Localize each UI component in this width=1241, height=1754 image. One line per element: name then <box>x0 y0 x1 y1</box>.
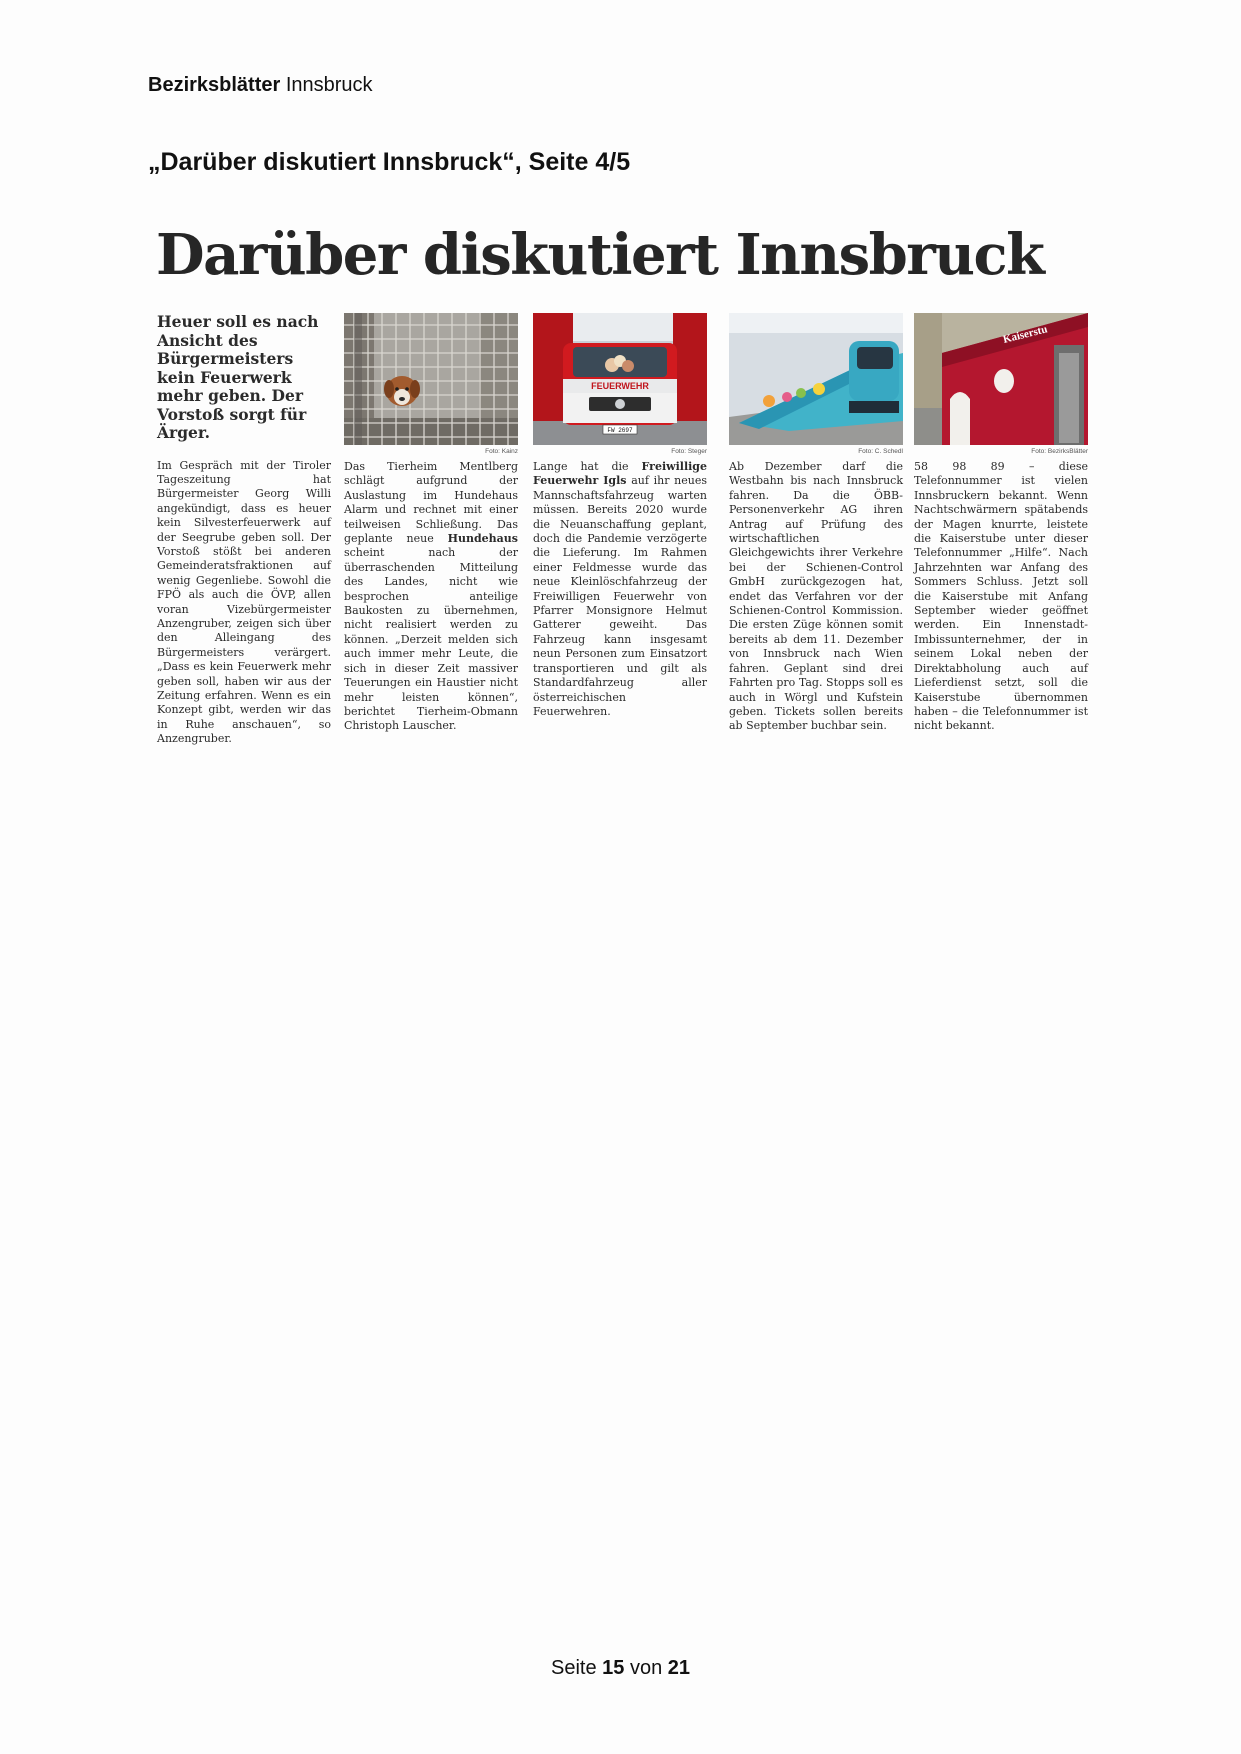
document-title: „Darüber diskutiert Innsbruck“, Seite 4/5 <box>148 148 631 176</box>
svg-text:FW 2697: FW 2697 <box>607 427 633 434</box>
storefront-photo <box>914 313 1088 445</box>
photo-credit: Foto: Steger <box>671 448 707 455</box>
intro-deck: Heuer soll es nach Ansicht des Bürgermeisters kein Feuerwerk mehr geben. Der Vorstoß sorgt für Ärger. <box>157 312 319 442</box>
article-column-tierheim <box>344 313 518 734</box>
train-photo <box>729 313 903 445</box>
page-footer: Seite 15 von 21 <box>550 1657 690 1679</box>
total-pages: 21 <box>667 1657 690 1679</box>
intro-column <box>157 313 331 747</box>
article-column-westbahn <box>729 313 903 734</box>
article-body: Lange hat die Freiwillige Feuerwehr Igls auf ihr neues Mannschaftsfahrzeug warten müssen. Bereits 2020 wurde die Neuanschaffung geplant, doch die Pandemie verzögerte die Lieferung. Im Rahmen einer Feldmesse wurde das neue Kleinlöschfahrzeug der Freiwilligen Feuerwehr von Pfarrer Monsignore Helmut Gatterer geweiht. Das Fahrzeug kann insgesamt neun Personen zum Einsatzort transportieren und gilt als Standardfahrzeug aller österreichischen Feuerwehren. <box>533 460 707 718</box>
photo-credit: Foto: C. Schedl <box>858 448 903 455</box>
publication-name: Bezirksblätter <box>148 74 281 96</box>
article-body: 58 98 89 – diese Telefonnummer ist vielen Innsbruckern bekannt. Wenn Nachtschwärmern spätabends der Magen knurrte, leistete die Kaiserstube unter dieser Telefonnummer „Hilfe“. Nach Jahrzehnten war Anfang des Sommers Schluss. Jetzt soll die Kaiserstube mit Anfang September wieder geöffnet werden. Ein Innenstadt-Imbissunternehmer, der in seinem Lokal neben der Direktabholung auch auf Lieferdienst setzt, soll die Kaiserstube übernommen haben – die Telefonnummer ist nicht bekannt. <box>914 460 1088 733</box>
current-page-number: 15 <box>602 1657 625 1679</box>
photo-credit: Foto: BezirksBlätter <box>1031 448 1088 455</box>
dog-kennel-photo <box>344 313 518 445</box>
article-column-kaiserstube <box>914 313 1088 734</box>
headline-part-2: Innsbruck <box>735 222 1044 288</box>
intro-body: Im Gespräch mit der Tiroler Tageszeitung hat Bürgermeister Georg Willi angekündigt, dass es heuer kein Silvesterfeuerwerk auf der Seegrube geben soll. Der Vorstoß stößt bei anderen Gemeinderatsfraktionen auf wenig Gegenliebe. Sowohl die FPÖ als auch die ÖVP, allen voran Vizebürgermeister Anzengruber, zeigen sich über den Alleingang des Bürgermeisters verärgert. „Dass es kein Feuerwerk mehr geben soll, haben wir aus der Zeitung erfahren. Wenn es ein Konzept gibt, werden wir das in Ruhe anschauen“, so Anzengruber. <box>157 458 331 746</box>
svg-text:Kaiserstu: Kaiserstu <box>1001 323 1049 346</box>
headline-part-1: Darüber diskutiert <box>156 222 718 288</box>
publication-region: Innsbruck <box>280 74 373 96</box>
photo-credit: Foto: Kainz <box>485 448 518 455</box>
svg-text:FEUERWEHR: FEUERWEHR <box>591 381 649 391</box>
fire-truck-photo <box>533 313 707 445</box>
publication-header <box>148 74 373 97</box>
article-column-feuerwehr <box>533 313 707 719</box>
article-body: Das Tierheim Mentlberg schlägt aufgrund der Auslastung im Hundehaus Alarm und rechnet mit einer teilweisen Schließung. Das geplante neue Hundehaus scheint nach der überraschenden Mitteilung des Landes, nicht wie besprochen anteilige Baukosten zu übernehmen, nicht realisiert werden zu können. „Derzeit melden sich auch immer mehr Leute, die sich in dieser Zeit massiver Teuerungen ein Haustier nicht mehr leisten können“, berichtet Tierheim-Obmann Christoph Lauscher. <box>344 460 518 733</box>
article-headline <box>156 222 1043 288</box>
article-body: Ab Dezember darf die Westbahn bis nach Innsbruck fahren. Da die ÖBB-Personenverkehr AG ihren Antrag auf Prüfung des wirtschaftlichen Gleichgewichts ihrer Verkehre bei der Schienen-Control GmbH zurückgezogen hat, endet das Verfahren vor der Schienen-Control Kommission. Die ersten Züge können somit bereits ab dem 11. Dezember von Innsbruck nach Wien fahren. Geplant sind drei Fahrten pro Tag. Stopps soll es auch in Wörgl und Kufstein geben. Tickets sollen bereits ab September buchbar sein. <box>729 460 903 733</box>
